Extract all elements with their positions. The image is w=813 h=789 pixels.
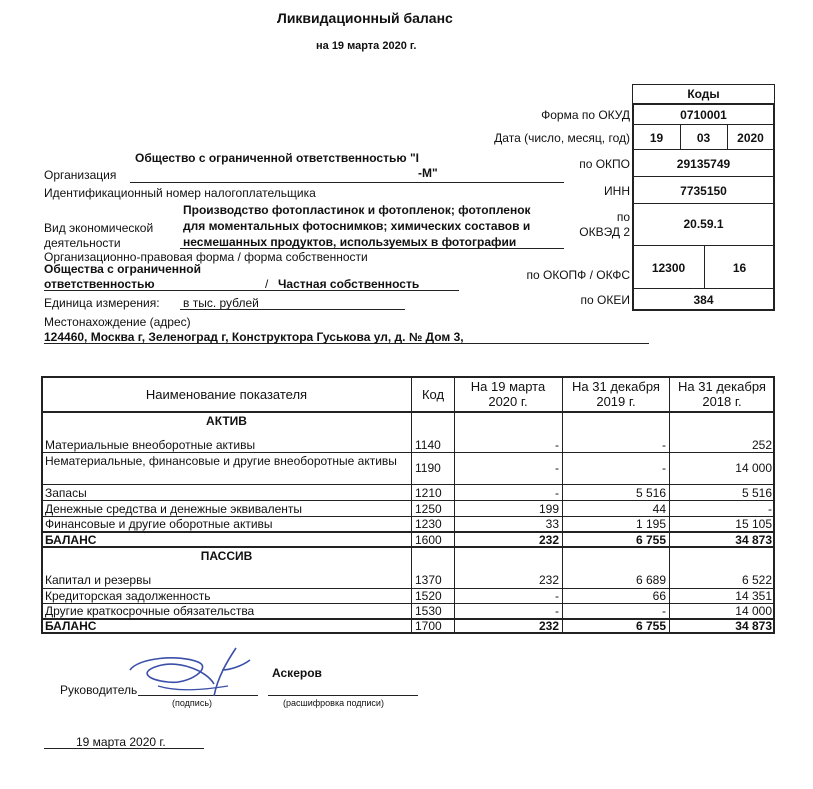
- okei-value: 384: [693, 293, 714, 307]
- row-name: БАЛАНС: [45, 533, 97, 547]
- okopf-label: по ОКОПФ / ОКФС: [526, 268, 630, 282]
- okved-value: 20.59.1: [683, 217, 724, 231]
- address-label: Местонахождение (адрес): [44, 315, 191, 329]
- okud-label: Форма по ОКУД: [541, 108, 630, 122]
- okei-label: по ОКЕИ: [580, 293, 630, 307]
- inn-label: Идентификационный номер налогоплательщика: [44, 186, 316, 200]
- unit-label: Единица измерения:: [44, 296, 160, 310]
- row-v3: 14 351: [735, 589, 772, 603]
- row-v2: 6 755: [635, 619, 666, 633]
- row-v3: 252: [751, 438, 772, 452]
- okfs-value: 16: [732, 261, 747, 275]
- row-v1: 33: [545, 517, 559, 531]
- okved-label-2: ОКВЭД 2: [579, 225, 630, 239]
- row-name: Капитал и резервы: [45, 573, 152, 587]
- row-v2: 5 516: [635, 486, 666, 500]
- row-name: Кредиторская задолженность: [45, 589, 211, 603]
- date-year: 2020: [737, 131, 764, 145]
- sign-date: 19 марта 2020 г.: [76, 735, 166, 749]
- inn-value: 7735150: [680, 184, 727, 198]
- row-v1: -: [555, 438, 559, 452]
- org-label: Организация: [44, 168, 117, 182]
- row-v1: 199: [538, 502, 559, 516]
- date-day: 19: [649, 131, 664, 145]
- row-name: Материальные внеоборотные активы: [45, 438, 256, 452]
- legal-form-label: Организационно-правовая форма / форма собственности: [44, 250, 368, 264]
- row-v3: 14 000: [735, 461, 772, 475]
- activity-line-1: Производство фотопластинок и фотопленок; фотопленок: [183, 203, 531, 217]
- okpo-value: 29135749: [676, 157, 731, 171]
- row-v1: -: [555, 486, 559, 500]
- row-v2: 6 755: [635, 533, 666, 547]
- row-name: Запасы: [45, 486, 87, 500]
- org-name-1: Общество с ограниченной ответственностью "I: [135, 151, 419, 165]
- sign-caption: (подпись): [172, 698, 213, 708]
- row-name: Нематериальные, финансовые и другие внеоборотные активы: [45, 454, 397, 468]
- row-v2: 6 689: [635, 573, 666, 587]
- row-name: Другие краткосрочные обязательства: [45, 604, 255, 618]
- head-label: Руководитель: [60, 683, 138, 697]
- address-value: 124460, Москва г, Зеленоград г, Конструктора Гуськова ул, д. № Дом 3,: [44, 330, 464, 344]
- handwritten-signature: [118, 640, 258, 710]
- header-code: Код: [421, 387, 445, 402]
- ownership: Частная собственность: [278, 277, 420, 291]
- activity-label-1: Вид экономической: [44, 221, 154, 235]
- okud-value: 0710001: [680, 108, 727, 122]
- unit-value: в тыс. рублей: [183, 296, 259, 310]
- header-name: Наименование показателя: [145, 387, 308, 402]
- row-v2: -: [662, 461, 666, 475]
- row-v1: -: [555, 589, 559, 603]
- row-v1: -: [555, 604, 559, 618]
- header-col3: На 31 декабря 2018 г.: [678, 379, 766, 409]
- row-code: 1140: [415, 438, 441, 452]
- header-col1: На 19 марта 2020 г.: [470, 379, 546, 409]
- legal-form-2: ответственностью: [44, 277, 155, 291]
- row-code: 1370: [415, 573, 442, 587]
- row-v2: 44: [652, 502, 666, 516]
- row-v1: 232: [538, 533, 559, 547]
- section-liabilities: ПАССИВ: [200, 549, 253, 563]
- row-code: 1250: [415, 502, 442, 516]
- header-col2: На 31 декабря 2019 г.: [572, 379, 660, 409]
- activity-line-3: несмешанных продуктов, используемых в фотографии: [183, 235, 517, 249]
- row-v2: -: [662, 438, 666, 452]
- row-v2: 66: [652, 589, 666, 603]
- okopf-value: 12300: [651, 261, 686, 275]
- row-v3: -: [768, 502, 772, 516]
- row-v3: 34 873: [735, 619, 772, 633]
- row-code: 1230: [415, 517, 442, 531]
- row-v3: 14 000: [735, 604, 772, 618]
- row-v2: 1 195: [635, 517, 666, 531]
- row-code: 1190: [415, 461, 441, 475]
- row-code: 1520: [415, 589, 442, 603]
- inn-code-label: ИНН: [604, 184, 630, 198]
- date-label: Дата (число, месяц, год): [494, 131, 630, 145]
- row-v2: -: [662, 604, 666, 618]
- row-v3: 15 105: [735, 517, 772, 531]
- legal-form-1: Общества с ограниченной: [44, 262, 201, 276]
- row-v3: 6 522: [741, 573, 772, 587]
- document-subtitle: на 19 марта 2020 г.: [316, 40, 417, 52]
- legal-form-slash: /: [265, 277, 269, 291]
- activity-line-2: для моментальных фотоснимков; химических составов и: [183, 219, 531, 233]
- activity-label-2: деятельности: [44, 236, 121, 250]
- row-v1: -: [555, 461, 559, 475]
- date-month: 03: [696, 131, 711, 145]
- row-code: 1600: [415, 533, 442, 547]
- row-code: 1210: [415, 486, 442, 500]
- section-assets: АКТИВ: [206, 414, 247, 428]
- row-name: Денежные средства и денежные эквиваленты: [45, 502, 303, 516]
- row-v3: 5 516: [741, 486, 772, 500]
- document-title: Ликвидационный баланс: [277, 10, 453, 26]
- row-v3: 34 873: [735, 533, 772, 547]
- okpo-label: по ОКПО: [579, 157, 630, 171]
- row-name: БАЛАНС: [45, 619, 97, 633]
- row-v1: 232: [538, 573, 559, 587]
- head-name: Аскеров: [272, 666, 322, 680]
- decode-caption: (расшифровка подписи): [283, 698, 384, 708]
- org-name-2: -М": [418, 166, 438, 180]
- okved-label-1: по: [616, 210, 630, 224]
- codes-header: Коды: [687, 87, 720, 101]
- row-code: 1530: [415, 604, 442, 618]
- row-code: 1700: [415, 619, 442, 633]
- row-v1: 232: [538, 619, 559, 633]
- row-name: Финансовые и другие оборотные активы: [45, 517, 273, 531]
